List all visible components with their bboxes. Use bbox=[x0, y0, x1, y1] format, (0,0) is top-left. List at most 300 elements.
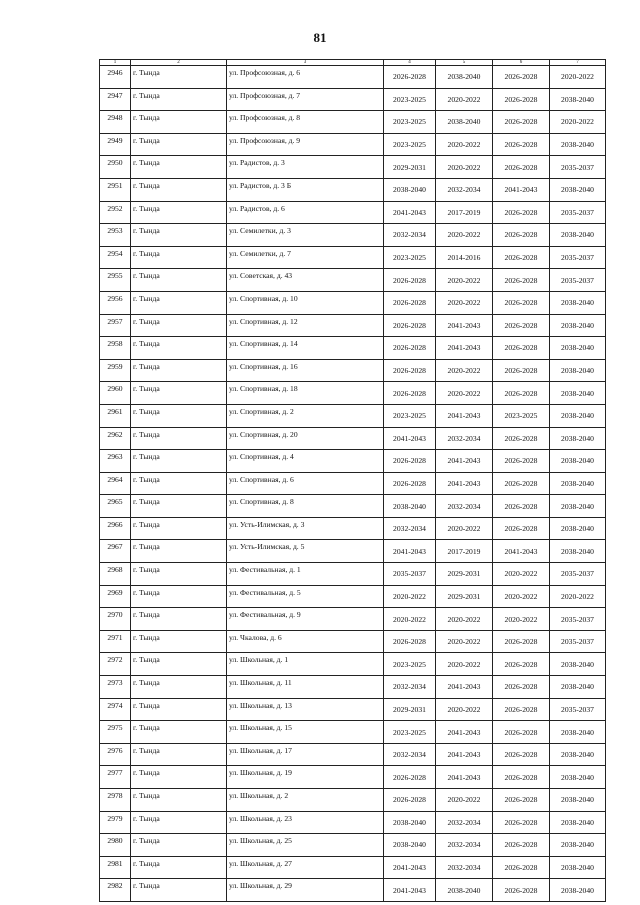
period-col4: 2026-2028 bbox=[384, 314, 436, 337]
table-row bbox=[100, 427, 606, 450]
address-cell: ул. Спортивная, д. 12 bbox=[227, 314, 384, 337]
period-col4: 2041-2043 bbox=[384, 201, 436, 224]
period-col4: 2026-2028 bbox=[384, 472, 436, 495]
row-number: 2946 bbox=[100, 66, 131, 89]
row-number: 2947 bbox=[100, 88, 131, 111]
city-cell: г. Тында bbox=[131, 698, 227, 721]
address-cell: ул. Спортивная, д. 8 bbox=[227, 495, 384, 518]
period-col5: 2032-2034 bbox=[436, 178, 493, 201]
table-row bbox=[100, 382, 606, 405]
period-col7: 2035-2037 bbox=[550, 246, 606, 269]
column-number: 6 bbox=[493, 60, 550, 66]
table-row bbox=[100, 585, 606, 608]
address-cell: ул. Спортивная, д. 10 bbox=[227, 291, 384, 314]
address-cell: ул. Фестивальная, д. 5 bbox=[227, 585, 384, 608]
city-cell: г. Тында bbox=[131, 337, 227, 360]
period-col6: 2026-2028 bbox=[493, 630, 550, 653]
city-cell: г. Тында bbox=[131, 359, 227, 382]
row-number: 2955 bbox=[100, 269, 131, 292]
period-col6: 2026-2028 bbox=[493, 314, 550, 337]
period-col5: 2020-2022 bbox=[436, 88, 493, 111]
period-col6: 2020-2022 bbox=[493, 585, 550, 608]
period-col7: 2038-2040 bbox=[550, 359, 606, 382]
row-number: 2954 bbox=[100, 246, 131, 269]
period-col5: 2020-2022 bbox=[436, 291, 493, 314]
row-number: 2974 bbox=[100, 698, 131, 721]
period-col4: 2023-2025 bbox=[384, 404, 436, 427]
period-col4: 2032-2034 bbox=[384, 743, 436, 766]
table-row bbox=[100, 517, 606, 540]
period-col5: 2017-2019 bbox=[436, 540, 493, 563]
row-number: 2979 bbox=[100, 811, 131, 834]
address-cell: ул. Школьная, д. 19 bbox=[227, 766, 384, 789]
table-row bbox=[100, 834, 606, 857]
period-col7: 2035-2037 bbox=[550, 269, 606, 292]
period-col4: 2023-2025 bbox=[384, 111, 436, 134]
period-col7: 2038-2040 bbox=[550, 88, 606, 111]
period-col4: 2038-2040 bbox=[384, 811, 436, 834]
address-cell: ул. Профсоюзная, д. 7 bbox=[227, 88, 384, 111]
period-col6: 2026-2028 bbox=[493, 743, 550, 766]
table-row bbox=[100, 178, 606, 201]
city-cell: г. Тында bbox=[131, 811, 227, 834]
table-row bbox=[100, 133, 606, 156]
row-number: 2982 bbox=[100, 879, 131, 902]
period-col7: 2038-2040 bbox=[550, 766, 606, 789]
city-cell: г. Тында bbox=[131, 178, 227, 201]
address-cell: ул. Школьная, д. 25 bbox=[227, 834, 384, 857]
address-cell: ул. Чкалова, д. 6 bbox=[227, 630, 384, 653]
table-row bbox=[100, 653, 606, 676]
table-row bbox=[100, 314, 606, 337]
address-cell: ул. Профсоюзная, д. 8 bbox=[227, 111, 384, 134]
address-cell: ул. Усть-Илимская, д. 5 bbox=[227, 540, 384, 563]
city-cell: г. Тында bbox=[131, 856, 227, 879]
city-cell: г. Тында bbox=[131, 540, 227, 563]
city-cell: г. Тында bbox=[131, 495, 227, 518]
period-col5: 2020-2022 bbox=[436, 789, 493, 812]
period-col6: 2041-2043 bbox=[493, 178, 550, 201]
table-row bbox=[100, 66, 606, 89]
row-number: 2977 bbox=[100, 766, 131, 789]
column-number: 2 bbox=[131, 60, 227, 66]
table-row bbox=[100, 404, 606, 427]
address-cell: ул. Школьная, д. 15 bbox=[227, 721, 384, 744]
period-col7: 2035-2037 bbox=[550, 563, 606, 586]
period-col4: 2026-2028 bbox=[384, 382, 436, 405]
address-cell: ул. Радистов, д. 3 bbox=[227, 156, 384, 179]
city-cell: г. Тында bbox=[131, 291, 227, 314]
row-number: 2973 bbox=[100, 676, 131, 699]
address-cell: ул. Школьная, д. 27 bbox=[227, 856, 384, 879]
row-number: 2965 bbox=[100, 495, 131, 518]
period-col5: 2020-2022 bbox=[436, 698, 493, 721]
period-col6: 2026-2028 bbox=[493, 337, 550, 360]
period-col6: 2026-2028 bbox=[493, 834, 550, 857]
table-row bbox=[100, 676, 606, 699]
period-col4: 2029-2031 bbox=[384, 156, 436, 179]
table-row bbox=[100, 743, 606, 766]
period-col4: 2023-2025 bbox=[384, 88, 436, 111]
column-number: 4 bbox=[384, 60, 436, 66]
period-col4: 2041-2043 bbox=[384, 427, 436, 450]
table-row bbox=[100, 88, 606, 111]
period-col6: 2026-2028 bbox=[493, 224, 550, 247]
period-col7: 2038-2040 bbox=[550, 133, 606, 156]
address-cell: ул. Школьная, д. 11 bbox=[227, 676, 384, 699]
period-col6: 2026-2028 bbox=[493, 766, 550, 789]
period-col4: 2023-2025 bbox=[384, 246, 436, 269]
period-col5: 2041-2043 bbox=[436, 743, 493, 766]
period-col7: 2020-2022 bbox=[550, 111, 606, 134]
period-col4: 2026-2028 bbox=[384, 359, 436, 382]
row-number: 2962 bbox=[100, 427, 131, 450]
period-col6: 2026-2028 bbox=[493, 359, 550, 382]
table-row bbox=[100, 563, 606, 586]
table-row bbox=[100, 291, 606, 314]
city-cell: г. Тында bbox=[131, 133, 227, 156]
row-number: 2948 bbox=[100, 111, 131, 134]
period-col6: 2026-2028 bbox=[493, 88, 550, 111]
address-cell: ул. Школьная, д. 23 bbox=[227, 811, 384, 834]
city-cell: г. Тында bbox=[131, 269, 227, 292]
row-number: 2981 bbox=[100, 856, 131, 879]
city-cell: г. Тында bbox=[131, 766, 227, 789]
period-col7: 2038-2040 bbox=[550, 314, 606, 337]
period-col4: 2026-2028 bbox=[384, 450, 436, 473]
period-col7: 2035-2037 bbox=[550, 156, 606, 179]
city-cell: г. Тында bbox=[131, 246, 227, 269]
period-col7: 2038-2040 bbox=[550, 743, 606, 766]
period-col5: 2020-2022 bbox=[436, 517, 493, 540]
period-col4: 2026-2028 bbox=[384, 291, 436, 314]
row-number: 2950 bbox=[100, 156, 131, 179]
period-col6: 2026-2028 bbox=[493, 156, 550, 179]
row-number: 2963 bbox=[100, 450, 131, 473]
city-cell: г. Тында bbox=[131, 563, 227, 586]
table-row bbox=[100, 721, 606, 744]
address-cell: ул. Профсоюзная, д. 6 bbox=[227, 66, 384, 89]
period-col4: 2038-2040 bbox=[384, 834, 436, 857]
period-col7: 2035-2037 bbox=[550, 630, 606, 653]
period-col7: 2038-2040 bbox=[550, 404, 606, 427]
address-cell: ул. Профсоюзная, д. 9 bbox=[227, 133, 384, 156]
row-number: 2980 bbox=[100, 834, 131, 857]
table-row bbox=[100, 495, 606, 518]
period-col5: 2041-2043 bbox=[436, 721, 493, 744]
period-col7: 2038-2040 bbox=[550, 382, 606, 405]
period-col5: 2020-2022 bbox=[436, 359, 493, 382]
address-cell: ул. Семилетки, д. 7 bbox=[227, 246, 384, 269]
period-col7: 2038-2040 bbox=[550, 834, 606, 857]
period-col5: 2041-2043 bbox=[436, 450, 493, 473]
city-cell: г. Тында bbox=[131, 472, 227, 495]
period-col6: 2026-2028 bbox=[493, 291, 550, 314]
period-col6: 2026-2028 bbox=[493, 427, 550, 450]
period-col6: 2023-2025 bbox=[493, 404, 550, 427]
column-number: 5 bbox=[436, 60, 493, 66]
period-col4: 2041-2043 bbox=[384, 879, 436, 902]
period-col5: 2020-2022 bbox=[436, 608, 493, 631]
table-row bbox=[100, 811, 606, 834]
table-row bbox=[100, 156, 606, 179]
period-col5: 2041-2043 bbox=[436, 676, 493, 699]
table-row bbox=[100, 201, 606, 224]
period-col7: 2038-2040 bbox=[550, 178, 606, 201]
row-number: 2978 bbox=[100, 789, 131, 812]
period-col5: 2029-2031 bbox=[436, 585, 493, 608]
period-col5: 2017-2019 bbox=[436, 201, 493, 224]
period-col6: 2026-2028 bbox=[493, 246, 550, 269]
period-col4: 2026-2028 bbox=[384, 766, 436, 789]
address-cell: ул. Спортивная, д. 16 bbox=[227, 359, 384, 382]
city-cell: г. Тында bbox=[131, 450, 227, 473]
row-number: 2952 bbox=[100, 201, 131, 224]
period-col7: 2038-2040 bbox=[550, 856, 606, 879]
address-cell: ул. Усть-Илимская, д. 3 bbox=[227, 517, 384, 540]
table-row bbox=[100, 472, 606, 495]
address-cell: ул. Спортивная, д. 18 bbox=[227, 382, 384, 405]
period-col4: 2023-2025 bbox=[384, 721, 436, 744]
period-col4: 2020-2022 bbox=[384, 608, 436, 631]
row-number: 2953 bbox=[100, 224, 131, 247]
period-col5: 2032-2034 bbox=[436, 811, 493, 834]
table-row bbox=[100, 540, 606, 563]
table-row bbox=[100, 450, 606, 473]
address-cell: ул. Радистов, д. 3 Б bbox=[227, 178, 384, 201]
period-col7: 2038-2040 bbox=[550, 472, 606, 495]
period-col4: 2020-2022 bbox=[384, 585, 436, 608]
table-row bbox=[100, 630, 606, 653]
address-cell: ул. Радистов, д. 6 bbox=[227, 201, 384, 224]
period-col6: 2026-2028 bbox=[493, 789, 550, 812]
row-number: 2969 bbox=[100, 585, 131, 608]
city-cell: г. Тында bbox=[131, 404, 227, 427]
period-col5: 2020-2022 bbox=[436, 156, 493, 179]
period-col7: 2038-2040 bbox=[550, 517, 606, 540]
period-col5: 2038-2040 bbox=[436, 111, 493, 134]
column-number: 3 bbox=[227, 60, 384, 66]
city-cell: г. Тында bbox=[131, 834, 227, 857]
period-col6: 2020-2022 bbox=[493, 608, 550, 631]
row-number: 2957 bbox=[100, 314, 131, 337]
period-col4: 2023-2025 bbox=[384, 133, 436, 156]
city-cell: г. Тында bbox=[131, 789, 227, 812]
city-cell: г. Тында bbox=[131, 879, 227, 902]
period-col4: 2026-2028 bbox=[384, 789, 436, 812]
city-cell: г. Тында bbox=[131, 427, 227, 450]
period-col5: 2020-2022 bbox=[436, 653, 493, 676]
period-col6: 2026-2028 bbox=[493, 698, 550, 721]
table-row bbox=[100, 337, 606, 360]
table-row bbox=[100, 608, 606, 631]
period-col6: 2026-2028 bbox=[493, 856, 550, 879]
period-col4: 2026-2028 bbox=[384, 630, 436, 653]
period-col5: 2020-2022 bbox=[436, 269, 493, 292]
table-row bbox=[100, 111, 606, 134]
period-col7: 2038-2040 bbox=[550, 291, 606, 314]
period-col7: 2035-2037 bbox=[550, 698, 606, 721]
table-row bbox=[100, 224, 606, 247]
city-cell: г. Тында bbox=[131, 156, 227, 179]
city-cell: г. Тында bbox=[131, 111, 227, 134]
city-cell: г. Тында bbox=[131, 721, 227, 744]
period-col5: 2038-2040 bbox=[436, 66, 493, 89]
period-col7: 2038-2040 bbox=[550, 879, 606, 902]
period-col5: 2041-2043 bbox=[436, 337, 493, 360]
address-cell: ул. Спортивная, д. 4 bbox=[227, 450, 384, 473]
period-col5: 2020-2022 bbox=[436, 630, 493, 653]
period-col4: 2041-2043 bbox=[384, 540, 436, 563]
row-number: 2972 bbox=[100, 653, 131, 676]
period-col6: 2026-2028 bbox=[493, 66, 550, 89]
period-col4: 2032-2034 bbox=[384, 517, 436, 540]
period-col7: 2038-2040 bbox=[550, 224, 606, 247]
page-number: 81 bbox=[313, 30, 327, 45]
address-cell: ул. Школьная, д. 17 bbox=[227, 743, 384, 766]
period-col5: 2029-2031 bbox=[436, 563, 493, 586]
table-row bbox=[100, 766, 606, 789]
period-col6: 2026-2028 bbox=[493, 111, 550, 134]
row-number: 2964 bbox=[100, 472, 131, 495]
period-col7: 2038-2040 bbox=[550, 721, 606, 744]
row-number: 2956 bbox=[100, 291, 131, 314]
table-row bbox=[100, 789, 606, 812]
period-col6: 2026-2028 bbox=[493, 653, 550, 676]
row-number: 2970 bbox=[100, 608, 131, 631]
address-cell: ул. Семилетки, д. 3 bbox=[227, 224, 384, 247]
period-col4: 2032-2034 bbox=[384, 224, 436, 247]
city-cell: г. Тында bbox=[131, 88, 227, 111]
period-col7: 2038-2040 bbox=[550, 676, 606, 699]
period-col5: 2020-2022 bbox=[436, 224, 493, 247]
city-cell: г. Тында bbox=[131, 66, 227, 89]
address-cell: ул. Школьная, д. 2 bbox=[227, 789, 384, 812]
period-col6: 2020-2022 bbox=[493, 563, 550, 586]
city-cell: г. Тында bbox=[131, 382, 227, 405]
period-col7: 2038-2040 bbox=[550, 789, 606, 812]
row-number: 2966 bbox=[100, 517, 131, 540]
city-cell: г. Тында bbox=[131, 630, 227, 653]
period-col6: 2026-2028 bbox=[493, 879, 550, 902]
period-col4: 2026-2028 bbox=[384, 66, 436, 89]
table-row bbox=[100, 698, 606, 721]
row-number: 2960 bbox=[100, 382, 131, 405]
period-col5: 2041-2043 bbox=[436, 766, 493, 789]
city-cell: г. Тында bbox=[131, 676, 227, 699]
column-number: 1 bbox=[100, 60, 131, 66]
row-number: 2968 bbox=[100, 563, 131, 586]
period-col4: 2032-2034 bbox=[384, 676, 436, 699]
period-col6: 2026-2028 bbox=[493, 472, 550, 495]
table-row bbox=[100, 879, 606, 902]
address-cell: ул. Спортивная, д. 14 bbox=[227, 337, 384, 360]
address-cell: ул. Фестивальная, д. 9 bbox=[227, 608, 384, 631]
table-row bbox=[100, 246, 606, 269]
period-col5: 2041-2043 bbox=[436, 314, 493, 337]
row-number: 2967 bbox=[100, 540, 131, 563]
city-cell: г. Тында bbox=[131, 314, 227, 337]
period-col5: 2041-2043 bbox=[436, 472, 493, 495]
period-col4: 2026-2028 bbox=[384, 269, 436, 292]
period-col7: 2020-2022 bbox=[550, 66, 606, 89]
period-col6: 2041-2043 bbox=[493, 540, 550, 563]
period-col5: 2038-2040 bbox=[436, 879, 493, 902]
city-cell: г. Тында bbox=[131, 743, 227, 766]
city-cell: г. Тында bbox=[131, 224, 227, 247]
row-number: 2976 bbox=[100, 743, 131, 766]
period-col7: 2038-2040 bbox=[550, 337, 606, 360]
period-col6: 2026-2028 bbox=[493, 133, 550, 156]
address-cell: ул. Школьная, д. 1 bbox=[227, 653, 384, 676]
period-col5: 2032-2034 bbox=[436, 856, 493, 879]
address-cell: ул. Школьная, д. 13 bbox=[227, 698, 384, 721]
period-col5: 2032-2034 bbox=[436, 427, 493, 450]
period-col4: 2026-2028 bbox=[384, 337, 436, 360]
address-cell: ул. Школьная, д. 29 bbox=[227, 879, 384, 902]
row-number: 2971 bbox=[100, 630, 131, 653]
period-col6: 2026-2028 bbox=[493, 382, 550, 405]
city-cell: г. Тында bbox=[131, 608, 227, 631]
address-cell: ул. Спортивная, д. 20 bbox=[227, 427, 384, 450]
period-col6: 2026-2028 bbox=[493, 495, 550, 518]
period-col6: 2026-2028 bbox=[493, 450, 550, 473]
address-cell: ул. Фестивальная, д. 1 bbox=[227, 563, 384, 586]
address-cell: ул. Советская, д. 43 bbox=[227, 269, 384, 292]
address-cell: ул. Спортивная, д. 2 bbox=[227, 404, 384, 427]
period-col7: 2035-2037 bbox=[550, 608, 606, 631]
city-cell: г. Тында bbox=[131, 653, 227, 676]
period-col7: 2038-2040 bbox=[550, 450, 606, 473]
period-col5: 2041-2043 bbox=[436, 404, 493, 427]
period-col5: 2014-2016 bbox=[436, 246, 493, 269]
row-number: 2961 bbox=[100, 404, 131, 427]
period-col5: 2032-2034 bbox=[436, 495, 493, 518]
period-col5: 2032-2034 bbox=[436, 834, 493, 857]
period-col6: 2026-2028 bbox=[493, 811, 550, 834]
row-number: 2959 bbox=[100, 359, 131, 382]
period-col4: 2038-2040 bbox=[384, 178, 436, 201]
row-number: 2975 bbox=[100, 721, 131, 744]
period-col6: 2026-2028 bbox=[493, 676, 550, 699]
period-col6: 2026-2028 bbox=[493, 269, 550, 292]
period-col7: 2038-2040 bbox=[550, 653, 606, 676]
period-col7: 2038-2040 bbox=[550, 427, 606, 450]
period-col7: 2035-2037 bbox=[550, 201, 606, 224]
table-row bbox=[100, 359, 606, 382]
row-number: 2958 bbox=[100, 337, 131, 360]
period-col4: 2023-2025 bbox=[384, 653, 436, 676]
row-number: 2951 bbox=[100, 178, 131, 201]
period-col4: 2041-2043 bbox=[384, 856, 436, 879]
period-col6: 2026-2028 bbox=[493, 201, 550, 224]
period-col6: 2026-2028 bbox=[493, 721, 550, 744]
table-row bbox=[100, 269, 606, 292]
period-col5: 2020-2022 bbox=[436, 133, 493, 156]
city-cell: г. Тында bbox=[131, 517, 227, 540]
city-cell: г. Тында bbox=[131, 585, 227, 608]
period-col5: 2020-2022 bbox=[436, 382, 493, 405]
city-cell: г. Тында bbox=[131, 201, 227, 224]
period-col7: 2038-2040 bbox=[550, 495, 606, 518]
period-col6: 2026-2028 bbox=[493, 517, 550, 540]
table-row bbox=[100, 856, 606, 879]
period-col7: 2038-2040 bbox=[550, 540, 606, 563]
period-col7: 2038-2040 bbox=[550, 811, 606, 834]
period-col7: 2020-2022 bbox=[550, 585, 606, 608]
period-col4: 2038-2040 bbox=[384, 495, 436, 518]
address-cell: ул. Спортивная, д. 6 bbox=[227, 472, 384, 495]
